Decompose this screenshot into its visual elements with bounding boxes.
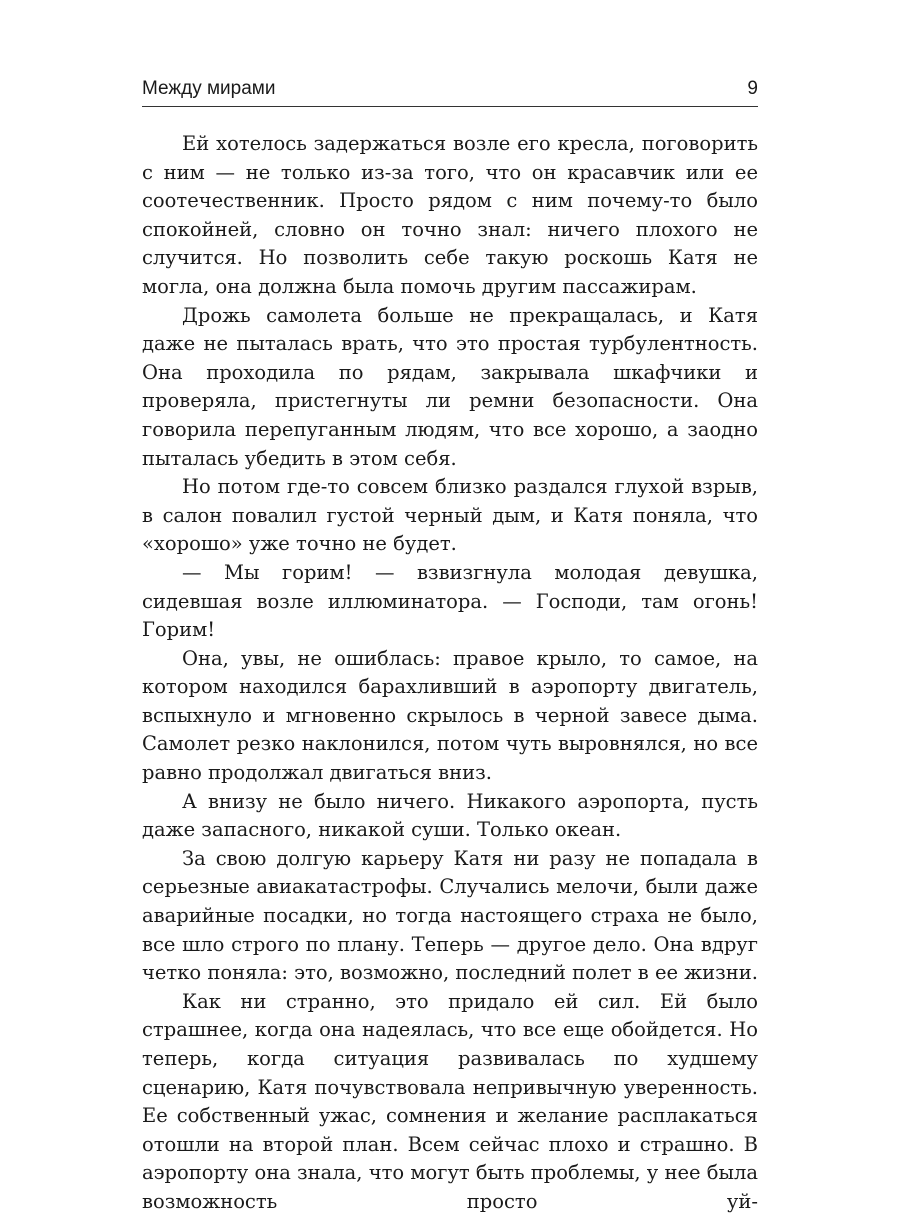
running-head (142, 76, 758, 102)
header-rule (142, 106, 758, 107)
paragraph: А внизу не было ничего. Никакого аэропорта, пусть даже запасного, никакой суши. Только океан. (142, 789, 758, 842)
paragraph: Дрожь самолета больше не прекращалась, и Катя даже не пыталась врать, что это простая турбулентность. Она проходила по рядам, закрывала шкафчики и проверяла, пристегнуты ли ремни безопасности. Она говорила перепуганным людям, что все хорошо, а заодно пыталась убедить в этом себя. (142, 303, 758, 470)
page-number: 9 (747, 78, 758, 99)
body-text (142, 130, 758, 1217)
paragraph: Как ни странно, это придало ей сил. Ей было страшнее, когда она надеялась, что все еще обойдется. Но теперь, когда ситуация развивалась по худшему сценарию, Катя почувствовала непривычную уверенность. Ее собственный ужас, сомнения и желание расплакаться отошли на второй план. Всем сейчас плохо и страшно. В аэропорту она знала, что могут быть проблемы, у нее была возможность просто уй- (142, 989, 758, 1213)
paragraph: Она, увы, не ошиблась: правое крыло, то самое, на котором находился барахливший в аэропорту двигатель, вспыхнуло и мгновенно скрылось в черной завесе дыма. Самолет резко наклонился, потом чуть выровнялся, но все равно продолжал двигаться вниз. (142, 646, 758, 785)
running-title: Между мирами (142, 78, 276, 99)
paragraph: Ей хотелось задержаться возле его кресла, поговорить с ним — не только из-за того, что он красавчик или ее соотечественник. Просто рядом с ним почему-то было спокойней, словно он точно знал: ничего плохого не случится. Но позволить себе такую роскошь Катя не могла, она должна была помочь другим пассажирам. (142, 132, 758, 298)
dialogue-paragraph: — Мы горим! — взвизгнула молодая девушка, сидевшая возле иллюминатора. — Господи, там огонь! Горим! (142, 560, 758, 642)
paragraph: За свою долгую карьеру Катя ни разу не попадала в серьезные авиакатастрофы. Случались мелочи, были даже аварийные посадки, но тогда настоящего страха не было, все шло строго по плану. Теперь — другое дело. Она вдруг четко поняла: это, возможно, последний полет в ее жизни. (142, 846, 758, 985)
paragraph: Но потом где-то совсем близко раздался глухой взрыв, в салон повалил густой черный дым, и Катя поняла, что «хорошо» уже точно не будет. (142, 475, 758, 556)
